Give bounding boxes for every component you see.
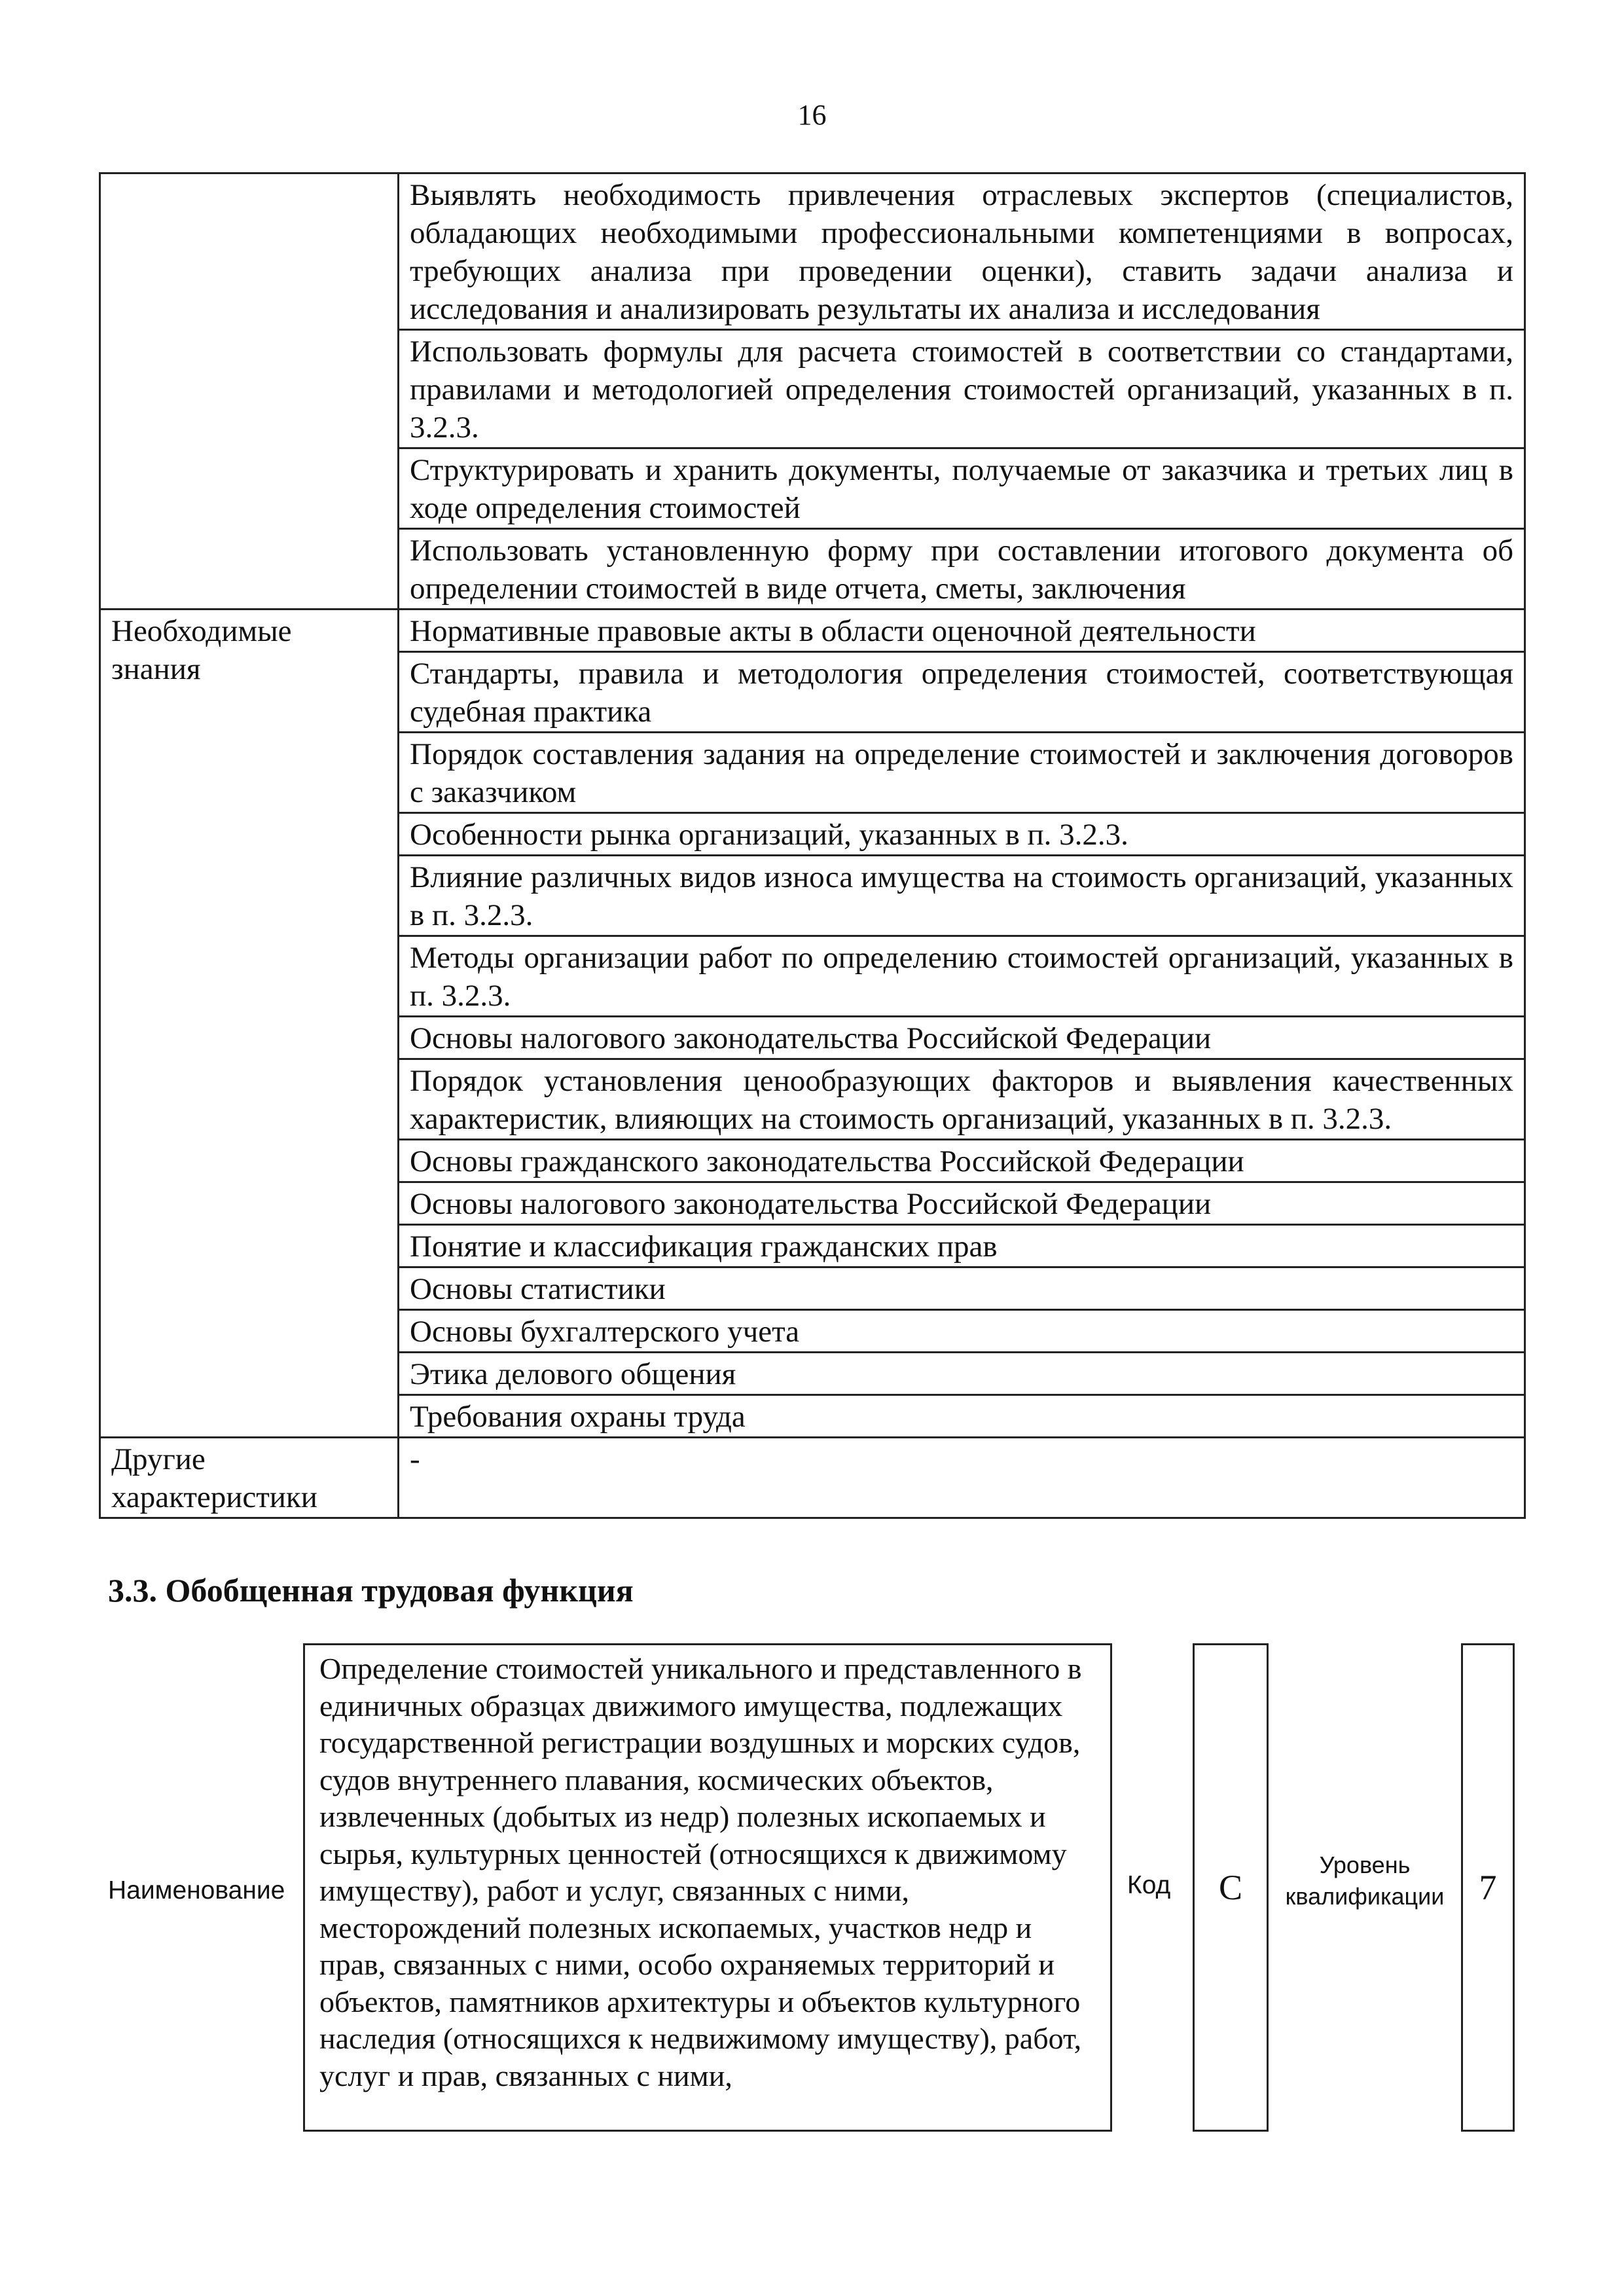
name-label: Наименование — [108, 1876, 285, 1904]
code-value-box — [1193, 1643, 1269, 2132]
knowledge-cell: Основы налогового законодательства Российской Федерации — [399, 1182, 1525, 1225]
knowledge-cell: Порядок составления задания на определение стоимостей и заключения договоров с заказчиком — [399, 733, 1525, 813]
other-value: - — [399, 1438, 1525, 1518]
skill-cell: Выявлять необходимость привлечения отраслевых экспертов (специалистов, обладающих необходимыми профессиональными компетенциями в вопросах, требующих анализа при проведении оценки), ставить задачи анализа и исследования и анализировать результаты их анализа и исследования — [399, 173, 1525, 330]
row-label — [100, 173, 399, 610]
table-row — [100, 173, 1525, 330]
table-row — [100, 610, 1525, 652]
knowledge-cell: Влияние различных видов износа имущества на стоимость организаций, указанных в п. 3.2.3. — [399, 856, 1525, 936]
knowledge-cell: Основы статистики — [399, 1267, 1525, 1310]
skill-cell: Структурировать и хранить документы, получаемые от заказчика и третьих лиц в ходе определения стоимостей — [399, 448, 1525, 529]
knowledge-cell: Стандарты, правила и методология определения стоимостей, соответствующая судебная практика — [399, 652, 1525, 733]
qualification-level-box — [1461, 1643, 1515, 2132]
knowledge-cell: Понятие и классификация гражданских прав — [399, 1225, 1525, 1267]
knowledge-cell: Основы налогового законодательства Российской Федерации — [399, 1017, 1525, 1059]
section-title: 3.3. Обобщенная трудовая функция — [108, 1572, 634, 1609]
code-label: Код — [1127, 1871, 1171, 1899]
knowledge-cell: Методы организации работ по определению стоимостей организаций, указанных в п. 3.2.3. — [399, 936, 1525, 1017]
qualification-level-label: Уровень квалификации — [1285, 1851, 1445, 1910]
knowledge-cell: Этика делового общения — [399, 1353, 1525, 1395]
knowledge-cell: Требования охраны труда — [399, 1395, 1525, 1438]
knowledge-label: Необходимые знания — [100, 610, 399, 1438]
knowledge-cell: Порядок установления ценообразующих факторов и выявления качественных характеристик, влияющих на стоимость организаций, указанных в п. 3.2.3. — [399, 1059, 1525, 1140]
knowledge-cell: Основы гражданского законодательства Российской Федерации — [399, 1140, 1525, 1182]
name-value-box: Определение стоимостей уникального и представленного в единичных образцах движимого имущества, подлежащих государственной регистрации воздушных и морских судов, судов внутреннего плавания, космических объектов, извлеченных (добытых из недр) полезных ископаемых и сырья, культурных ценностей (относящихся к движимому имуществу), работ и услуг, связанных с ними, месторождений полезных ископаемых, участков недр и прав, связанных с ними, особо охраняемых территорий и объектов, памятников архитектуры и объектов культурного наследия (относящихся к недвижимому имуществу), работ, услуг и прав, связанных с ними, — [303, 1643, 1112, 2132]
table-row — [100, 1438, 1525, 1518]
knowledge-cell: Особенности рынка организаций, указанных в п. 3.2.3. — [399, 813, 1525, 856]
competency-table — [99, 172, 1526, 1519]
code-value: С — [1218, 1868, 1243, 1907]
other-label: Другие характеристики — [100, 1438, 399, 1518]
skill-cell: Использовать установленную форму при составлении итогового документа об определении стоимостей в виде отчета, сметы, заключения — [399, 529, 1525, 610]
skill-cell: Использовать формулы для расчета стоимостей в соответствии со стандартами, правилами и методологией определения стоимостей организаций, указанных в п. 3.2.3. — [399, 330, 1525, 448]
knowledge-cell: Основы бухгалтерского учета — [399, 1310, 1525, 1353]
page-number: 16 — [797, 99, 827, 131]
knowledge-cell: Нормативные правовые акты в области оценочной деятельности — [399, 610, 1525, 652]
qualification-level-value: 7 — [1479, 1868, 1497, 1907]
